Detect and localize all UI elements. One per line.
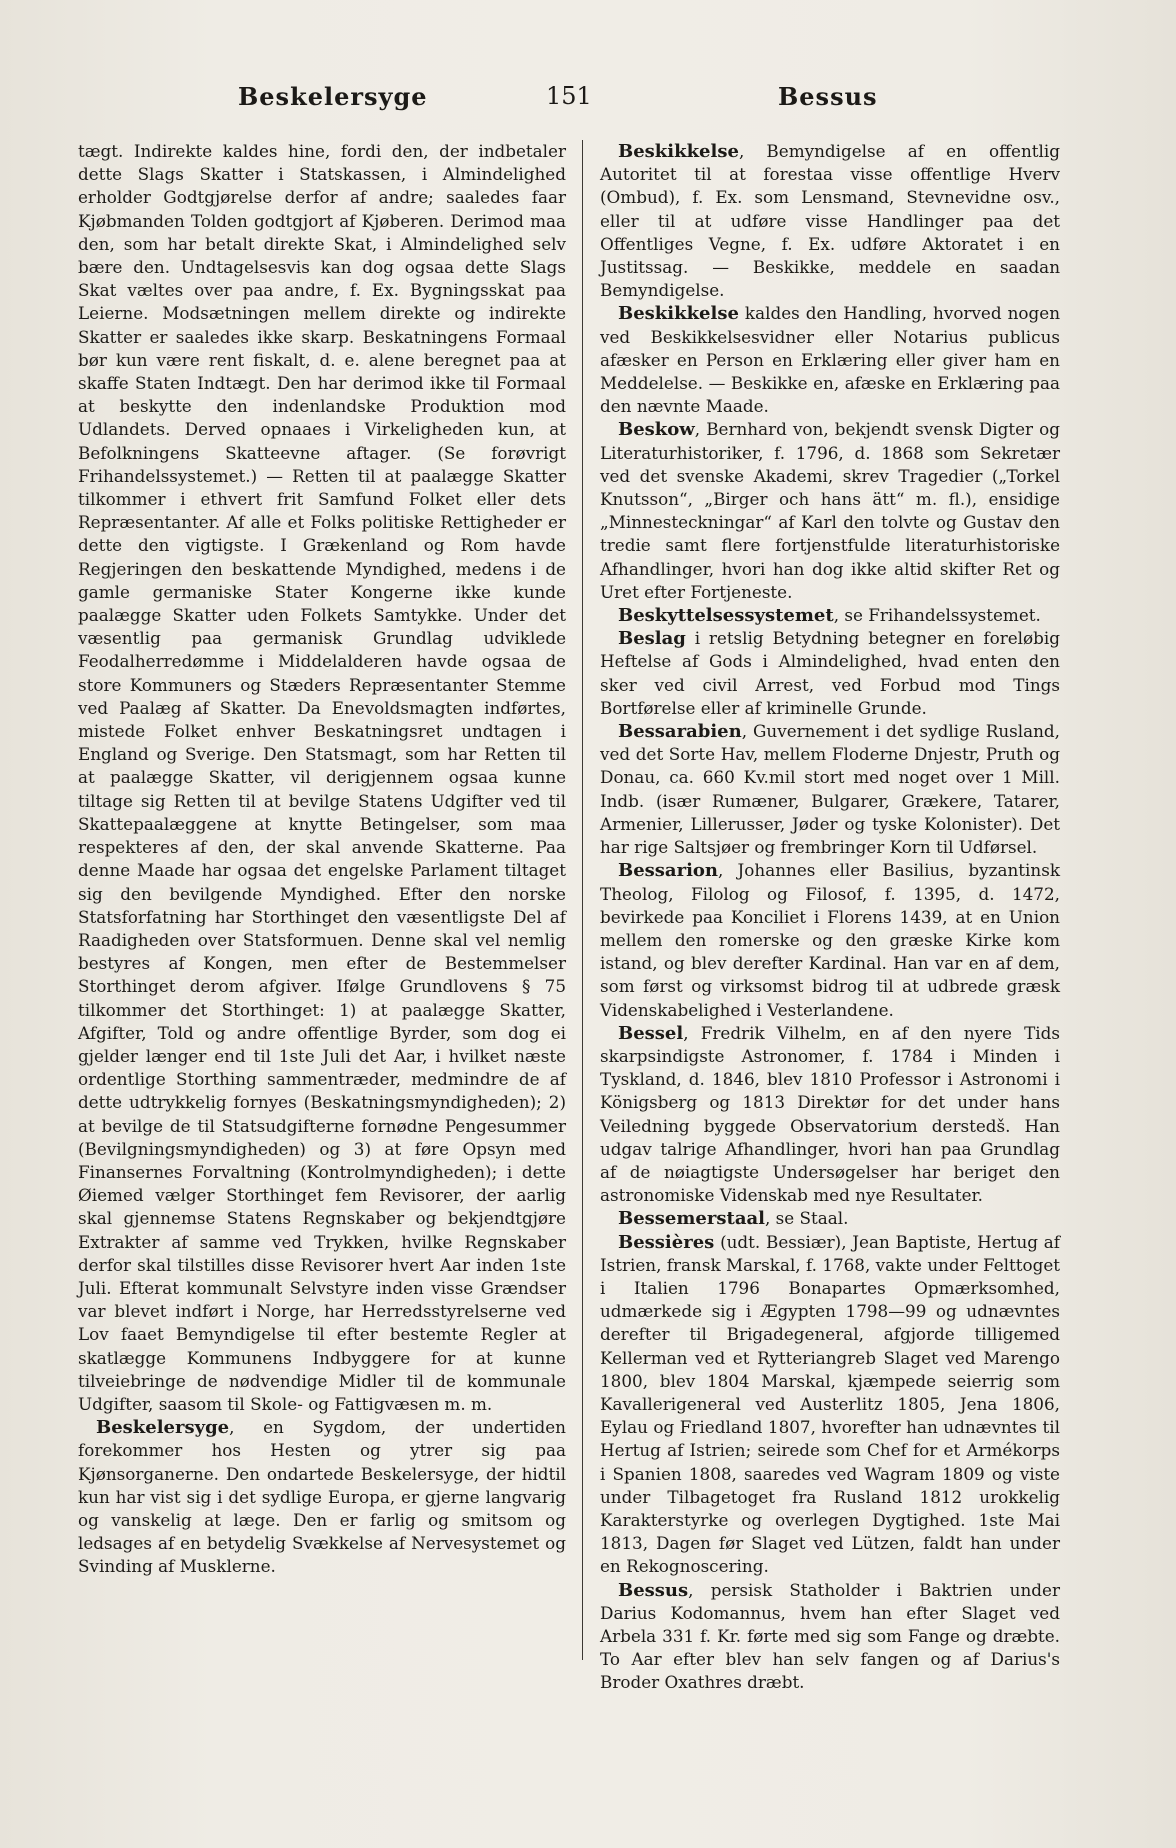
left-guide-word: Beskelersyge (238, 82, 428, 111)
entry-headword: Bessières (618, 1231, 715, 1253)
entry-text: , Johannes eller Basilius, byzantinsk Theolog, Filolog og Filosof, f. 1395, d. 1472, bevirkede paa Konciliet i Florens 1439, at en Union mellem den romerske og den græske Kirke kom istand, og blev derefter Kardinal. Han var en af dem, som først og virksomst bidrog til at udbrede græsk Videnskabelighed i Vesterlandene. (600, 860, 1060, 1020)
entry-text: i retslig Betydning betegner en foreløbig Heftelse af Gods i Almindelighed, hvad enten den sker ved civil Arrest, ved Forbud mod Tings Bortførelse eller af kriminelle Grunde. (600, 628, 1060, 718)
entry-headword: Bessemerstaal (618, 1208, 765, 1230)
entry-text: , se Staal. (764, 1208, 849, 1229)
entry-text: (udt. Bessiær), Jean Baptiste, Hertug af Istrien, fransk Marskal, f. 1768, vakte under Felttoget i Italien 1796 Bonapartes Opmærksomhed, udmærkede sig i Ægypten 1798—99 og udnævntes derefter til Brigadegeneral, afgjorde tilligemed Kellerman ved et Rytteriangreb Slaget ved Marengo 1800, blev 1804 Marskal, kjæmpede seierrig som Kavallerigeneral ved Austerlitz 1805, Jena 1806, Eylau og Friedland 1807, hvorefter han udnævntes til Hertug af Istrien; seirede som Chef for et Armékorps i Spanien 1808, saaredes ved Wagram 1809 og viste under Tilbagetoget fra Rusland 1812 urokkelig Karakterstyrke og overlegen Dygtighed. 1ste Mai 1813, Dagen før Slaget ved Lützen, faldt han under en Rekognoscering. (600, 1231, 1060, 1577)
entry-headword: Beslag (618, 628, 686, 650)
entry-text: , Fredrik Vilhelm, en af den nyere Tids skarpsindigste Astronomer, f. 1784 i Minden i Tyskland, d. 1846, blev 1810 Professor i Astronomi i Königsberg og 1813 Direktør for det under hans Veiledning byggede Observatorium derstedš. Han udgav talrige Afhandlinger, hvori han paa Grundlag af de nøiagtigste Undersøgelser har beriget den astronomiske Videnskab med nye Resultater. (600, 1022, 1060, 1206)
entry-bessel (600, 1022, 1060, 1208)
entry-beskow (600, 418, 1060, 604)
entry-text: , Bemyndigelse af en offentlig Autoritet til at forestaa visse offentlige Hverv (Ombud), f. Ex. som Lensmand, Stevnevidne osv., eller til at udføre visse Handlinger paa det Offentliges Vegne, f. Ex. udføre Aktoratet i en Justitssag. — Beskikke, meddele en saadan Bemyndigelse. (600, 141, 1060, 301)
entry-bessarabien (600, 720, 1060, 859)
entry-beslag (600, 627, 1060, 720)
entry-headword: Beskow (618, 419, 695, 441)
entry-beskikkelse (600, 140, 1060, 302)
entry-headword: Beskyttelsessystemet (618, 605, 834, 627)
entry-text: , en Sygdom, der undertiden forekommer hos Hesten og ytrer sig paa Kjønsorganerne. Den ondartede Beskelersyge, der hidtil kun har vist sig i det sydlige Europa, er gjerne langvarig og vanskelig at læge. Den er farlig og smitsom og ledsages af en betydelig Svækkelse af Nervesystemet og Svinding af Musklerne. (78, 1417, 566, 1577)
entry-text: kaldes den Handling, hvorved nogen ved Beskikkelsesvidner eller Notarius publicus afæsker en Person en Erklæring eller giver ham en Meddelelse. — Beskikke en, afæske en Erklæring paa den nævnte Maade. (600, 303, 1060, 417)
entry-bessieres (600, 1231, 1060, 1579)
right-column (600, 140, 1060, 1695)
right-guide-word: Bessus (778, 82, 878, 111)
continued-entry-text: tægt. Indirekte kaldes hine, fordi den, der indbetaler dette Slags Skatter i Statskassen, i Almindelighed erholder Godtgjørelse derfor af andre; saaledes faar Kjøbmanden Tolden godtgjort af Kjøberen. Derimod maa den, som har betalt direkte Skat, i Almindelighed selv bære den. Undtagelsesvis kan dog ogsaa dette Slags Skat væltes over paa andre, f. Ex. Bygningsskat paa Leierne. Modsætningen mellem direkte og indirekte Skatter er saaledes ikke skarp. Beskatningens Formaal bør kun være rent fiskalt, d. e. alene beregnet paa at skaffe Staten Indtægt. Den har derimod ikke til Formaal at beskytte den indenlandske Produktion mod Udlandets. Derved opnaaes i Virkeligheden kun, at Befolkningens Skatteevne aftager. (Se forøvrigt Frihandelssystemet.) — Retten til at paalægge Skatter tilkommer i ethvert frit Samfund Folket eller dets Repræsentanter. Af alle et Folks politiske Rettigheder er dette den vigtigste. I Grækenland og Rom havde Regjeringen den beskattende Myndighed, medens i de gamle germaniske Stater Kongerne ikke kunde paalægge Skatter uden Folkets Samtykke. Under det væsentlig paa germanisk Grundlag udviklede Feodalherredømme i Middelalderen havde ogsaa de store Kommuners og Stæders Repræsentanter Stemme ved Paalæg af Skatter. Da Enevoldsmagten indførtes, mistede Folket enhver Beskatningsret undtagen i England og Sverige. Den Statsmagt, som har Retten til at paalægge Skatter, vil derigjennem ogsaa kunne tiltage sig Retten til at bevilge Statens Udgifter ved til Skattepaalæggene at knytte Betingelser, som maa respekteres af den, der skal anvende Skatterne. Paa denne Maade har ogsaa det engelske Parlament tiltaget sig den bevilgende Myndighed. Efter den norske Statsforfatning har Storthinget den væsentligste Del af Raadigheden over Statsformuen. Denne skal vel nemlig bestyres af Kongen, men efter de Bestemmelser Storthinget derom afgiver. Ifølge Grundlovens § 75 tilkommer det Storthinget: 1) at paalægge Skatter, Afgifter, Told og andre offentlige Byrder, som dog ei gjelder længer end til 1ste Juli det Aar, i hvilket næste ordentlige Storthing sammentræder, medmindre de af dette udtrykkelig fornyes (Beskatningsmyndigheden); 2) at bevilge de til Statsudgifterne fornødne Pengesummer (Bevilgningsmyndigheden) og 3) at føre Opsyn med Finansernes Forvaltning (Kontrolmyndigheden); i dette Øiemed vælger Storthinget fem Revisorer, der aarlig skal gjennemse Statens Regnskaber og bekjendtgjøre Extrakter af samme ved Trykken, hvilke Regnskaber derfor skal tilstilles disse Revisorer hvert Aar inden 1ste Juli. Efterat kommunalt Selvstyre inden visse Grændser var blevet indført i Norge, har Herredsstyrelserne ved Lov faaet Bemyndigelse til efter bestemte Regler at skatlægge Kommunens Indbyggere for at kunne tilveiebringe de nødvendige Midler til de kommunale Udgifter, saasom til Skole- og Fattigvæsen m. m. (78, 141, 566, 1414)
entry-headword: Bessarion (618, 860, 719, 882)
page-number: 151 (546, 82, 592, 110)
entry-text: , Guvernement i det sydlige Rusland, ved det Sorte Hav, mellem Floderne Dnjestr, Pruth og Donau, ca. 660 Kv.mil stort med noget over 1 Mill. Indb. (især Rumæner, Bulgarer, Grækere, Tatarer, Armenier, Lillerusser, Jøder og tyske Kolonister). Det har rige Saltsjøer og frembringer Korn til Udførsel. (600, 721, 1060, 858)
entry-headword: Beskikkelse (618, 303, 739, 325)
entry-beskelersyge (78, 1416, 566, 1578)
entry-headword: Bessel (618, 1022, 684, 1044)
left-column (78, 140, 566, 1579)
page-header (88, 82, 1058, 122)
entry-headword: Beskikkelse (618, 141, 739, 162)
entry-bessarion (600, 859, 1060, 1021)
entry-headword: Bessarabien (618, 721, 742, 743)
entry-beskyttelsessystemet (600, 604, 1060, 627)
entry-beskikkelse-2 (600, 302, 1060, 418)
entry-headword: Beskelersyge (96, 1417, 230, 1439)
column-divider (582, 140, 583, 1660)
entry-headword: Bessus (618, 1579, 689, 1601)
entry-text: , se Frihandelssystemet. (833, 605, 1041, 626)
entry-bessus (600, 1579, 1060, 1695)
entry-bessemerstaal (600, 1207, 1060, 1230)
entry-text: , persisk Statholder i Baktrien under Darius Kodomannus, hvem han efter Slaget ved Arbela 331 f. Kr. førte med sig som Fange og dræbte. To Aar efter blev han selv fangen og af Darius's Broder Oxathres dræbt. (600, 1579, 1060, 1693)
entry-text: , Bernhard von, bekjendt svensk Digter og Literaturhistoriker, f. 1796, d. 1868 som Sekretær ved det svenske Akademi, skrev Tragedier („Torkel Knutsson“, „Birger och hans ätt“ m. fl.), ensidige „Minnesteckningar“ af Karl den tolvte og Gustav den tredie samt flere fortjenstfulde literaturhistoriske Afhandlinger, hvori han dog ikke altid skifter Ret og Uret efter Fortjeneste. (600, 419, 1060, 602)
